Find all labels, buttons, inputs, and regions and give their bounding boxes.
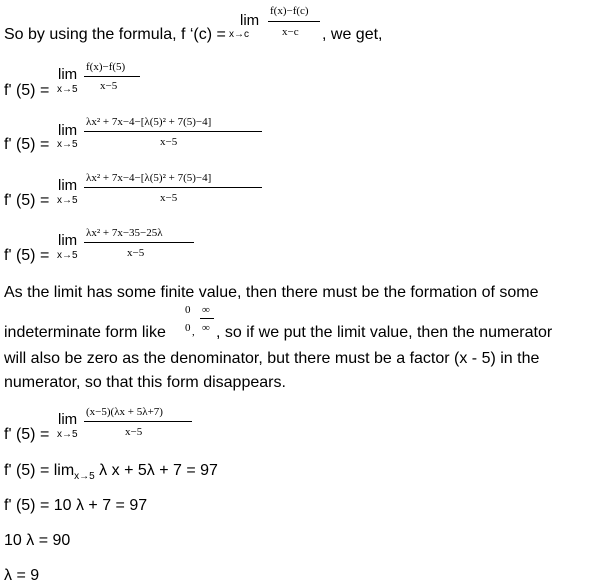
step-numerator: f(x)−f(5) (86, 61, 126, 73)
intro-prefix: So by using the formula, f ‘(c) = (4, 26, 226, 43)
paragraph-line-3: will also be zero as the denominator, but there must be a factor (x - 5) in the (4, 350, 540, 367)
step-denominator: x−5 (100, 80, 118, 92)
infinity-numerator: ∞ (202, 304, 210, 316)
intro-lim: lim (240, 12, 260, 29)
final-line-1-suffix: λ x + 5λ + 7 = 97 (94, 462, 218, 479)
paragraph-line-2a: indeterminate form like (4, 324, 166, 341)
step-denominator: x−5 (160, 192, 178, 204)
infinity-fraction-bar (200, 318, 214, 319)
final-line-1 (4, 461, 218, 483)
final-line-4: λ = 9 (4, 567, 40, 584)
step-lim-sub: x→5 (57, 139, 78, 150)
factored-lhs: f' (5) = (4, 426, 50, 443)
step-fraction-bar (84, 76, 140, 77)
final-line-1-prefix: f' (5) = lim (4, 462, 75, 479)
step-lhs: f' (5) = (4, 82, 50, 99)
paragraph-line-4: numerator, so that this form disappears. (4, 374, 286, 391)
final-line-3: 10 λ = 90 (4, 532, 71, 549)
intro-numerator: f(x)−f(c) (270, 5, 309, 17)
step-lim: lim (58, 232, 78, 249)
step-denominator: x−5 (127, 247, 145, 259)
step-fraction-bar (84, 187, 262, 188)
step-fraction-bar (84, 131, 262, 132)
step-lim-sub: x→5 (57, 84, 78, 95)
step-lim: lim (58, 177, 78, 194)
step-numerator: λx² + 7x−35−25λ (86, 227, 163, 239)
step-numerator: λx² + 7x−4−[λ(5)² + 7(5)−4] (86, 116, 212, 128)
step-lim-sub: x→5 (57, 250, 78, 261)
step-lhs: f' (5) = (4, 247, 50, 264)
factored-lim-sub: x→5 (57, 429, 78, 440)
infinity-denominator: ∞ (202, 322, 210, 334)
factored-denominator: x−5 (125, 426, 143, 438)
factored-fraction-bar (84, 421, 192, 422)
step-lim: lim (58, 122, 78, 139)
step-denominator: x−5 (160, 136, 178, 148)
zero-denominator: 0 (185, 322, 191, 334)
step-numerator: λx² + 7x−4−[λ(5)² + 7(5)−4] (86, 172, 212, 184)
intro-lim-sub: x→c (229, 29, 249, 40)
intro-denominator: x−c (282, 26, 299, 38)
step-lim: lim (58, 66, 78, 83)
intro-fraction-bar (268, 21, 320, 22)
paragraph-line-2b: , so if we put the limit value, then the numerator (216, 324, 553, 341)
final-line-2: f' (5) = 10 λ + 7 = 97 (4, 497, 148, 514)
intro-suffix: , we get, (322, 26, 383, 43)
final-line-1-sub: x→5 (74, 471, 95, 482)
form-comma: , (192, 326, 195, 338)
paragraph-line-1: As the limit has some finite value, then there must be the formation of some (4, 284, 539, 301)
factored-numerator: (x−5)(λx + 5λ+7) (86, 406, 163, 418)
step-lim-sub: x→5 (57, 195, 78, 206)
step-lhs: f' (5) = (4, 192, 50, 209)
factored-lim: lim (58, 411, 78, 428)
step-lhs: f' (5) = (4, 136, 50, 153)
zero-numerator: 0 (185, 304, 191, 316)
step-fraction-bar (84, 242, 194, 243)
